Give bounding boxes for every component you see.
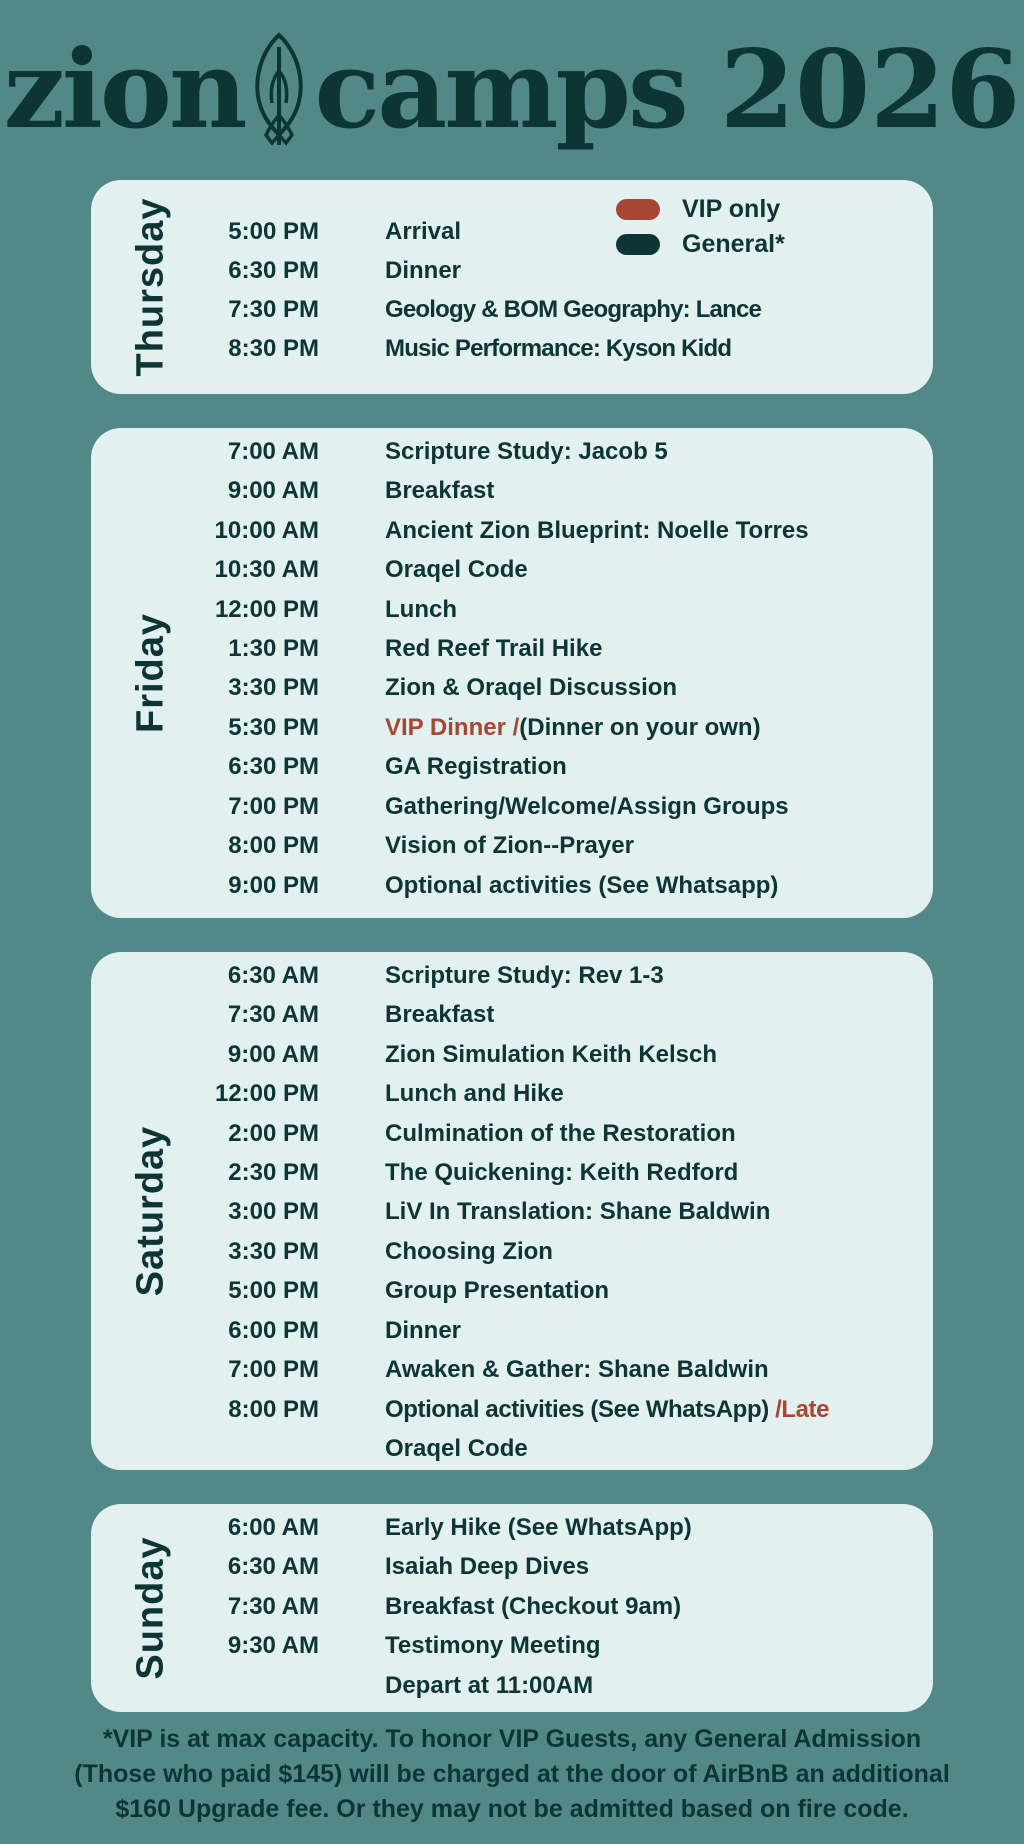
schedule-row: [91, 1587, 933, 1627]
event: Testimony Meeting: [385, 1632, 601, 1659]
header: [0, 20, 1024, 160]
time: 5:30 PM: [228, 714, 319, 741]
time: 5:00 PM: [228, 1277, 319, 1304]
time: 9:30 AM: [227, 1632, 319, 1659]
event: Lunch and Hike: [385, 1080, 564, 1107]
schedule-row: [91, 995, 933, 1035]
schedule-row: [91, 1508, 933, 1548]
event: Zion Simulation Keith Kelsch: [385, 1041, 718, 1068]
footer-line: *VIP is at max capacity. To honor VIP Guests, any General Admission: [102, 1725, 922, 1753]
schedule-row: [91, 866, 933, 906]
event: Optional activities (See Whatsapp): [385, 872, 779, 899]
time: 9:00 AM: [227, 477, 319, 504]
event: Gathering/Welcome/Assign Groups: [385, 793, 789, 820]
schedule-row: [91, 511, 933, 551]
time: 2:00 PM: [228, 1120, 319, 1147]
schedule-row: [91, 1035, 933, 1075]
schedule-row: [91, 668, 933, 708]
friday-card: [91, 428, 933, 918]
event: Ancient Zion Blueprint: Noelle Torres: [385, 517, 809, 544]
schedule-row: [91, 251, 933, 291]
leaf-icon: [248, 31, 310, 149]
thursday-card: [91, 180, 933, 394]
saturday-card: [91, 952, 933, 1470]
event: Red Reef Trail Hike: [385, 635, 603, 662]
event-vip-part: /Late: [775, 1396, 830, 1423]
time: 6:30 AM: [227, 1553, 319, 1580]
event: Dinner: [385, 257, 462, 284]
time: 6:30 PM: [228, 257, 319, 284]
time: 9:00 PM: [228, 872, 319, 899]
schedule-row: [91, 708, 933, 748]
time: 2:30 PM: [228, 1159, 319, 1186]
schedule-row: [91, 956, 933, 996]
time: 7:30 PM: [228, 296, 319, 323]
event: Breakfast (Checkout 9am): [385, 1593, 682, 1620]
sunday-card: [91, 1504, 933, 1712]
time: 9:00 AM: [227, 1041, 319, 1068]
schedule-row: [91, 1232, 933, 1272]
event: Choosing Zion: [385, 1238, 553, 1265]
event: Oraqel Code: [385, 556, 528, 583]
footer-line: $160 Upgrade fee. Or they may not be admitted based on fire code.: [115, 1795, 909, 1823]
legend-label-vip: VIP only: [682, 195, 781, 223]
schedule-row: [91, 1666, 933, 1706]
event: Depart at 11:00AM: [385, 1672, 594, 1699]
time: 6:00 AM: [227, 1514, 319, 1541]
footer-note: [20, 1722, 1004, 1827]
schedule-row: [91, 826, 933, 866]
time: 6:30 PM: [228, 753, 319, 780]
event-general-part: Optional activities (See WhatsApp): [385, 1396, 776, 1423]
event-vip-continuation: Oraqel Code: [385, 1435, 528, 1462]
schedule-row: [91, 1153, 933, 1193]
event: GA Registration: [385, 753, 567, 780]
schedule-row: [91, 432, 933, 472]
legend-label-general: General*: [682, 230, 785, 258]
time: 7:30 AM: [227, 1001, 319, 1028]
day-label-saturday: Saturday: [129, 1125, 172, 1297]
schedule-row: [91, 1390, 933, 1430]
time: 8:30 PM: [228, 335, 319, 362]
event: Zion & Oraqel Discussion: [385, 674, 678, 701]
event: Awaken & Gather: Shane Baldwin: [385, 1356, 769, 1383]
schedule-row: [91, 290, 933, 330]
event: Scripture Study: Jacob 5: [385, 438, 668, 465]
time: 3:30 PM: [228, 1238, 319, 1265]
time: 12:00 PM: [214, 596, 319, 623]
schedule-row: [91, 747, 933, 787]
time: 6:30 AM: [227, 962, 319, 989]
time: 7:00 PM: [228, 1356, 319, 1383]
schedule-row: [91, 1192, 933, 1232]
event: Arrival: [385, 218, 462, 245]
event: Lunch: [385, 596, 457, 623]
day-label-thursday: Thursday: [129, 197, 172, 377]
time: 10:00 AM: [214, 517, 319, 544]
schedule-row: [91, 212, 933, 252]
schedule-row: [91, 1547, 933, 1587]
event: Dinner: [385, 1317, 462, 1344]
time: 7:00 PM: [228, 793, 319, 820]
event: Scripture Study: Rev 1-3: [385, 962, 664, 989]
time: 12:00 PM: [214, 1080, 319, 1107]
schedule-row: [91, 1271, 933, 1311]
schedule-row: [91, 1311, 933, 1351]
event: Group Presentation: [385, 1277, 610, 1304]
schedule-row: [91, 629, 933, 669]
event: Early Hike (See WhatsApp): [385, 1514, 692, 1541]
event: Geology & BOM Geography: Lance: [385, 296, 762, 323]
time: 1:30 PM: [228, 635, 319, 662]
logo-word-camps: camps: [314, 27, 686, 153]
logo-year: 2026: [719, 27, 1021, 153]
time: 6:00 PM: [228, 1317, 319, 1344]
event: Breakfast: [385, 477, 495, 504]
logo-word-zion: zion: [3, 27, 245, 153]
schedule-row: [91, 1074, 933, 1114]
event: Vision of Zion--Prayer: [385, 832, 634, 859]
time: 7:30 AM: [227, 1593, 319, 1620]
time: 5:00 PM: [228, 218, 319, 245]
event: LiV In Translation: Shane Baldwin: [385, 1198, 771, 1225]
time: 3:00 PM: [228, 1198, 319, 1225]
time: 8:00 PM: [228, 832, 319, 859]
event-vip-part: VIP Dinner /: [385, 714, 520, 741]
time: 8:00 PM: [228, 1396, 319, 1423]
day-label-sunday: Sunday: [129, 1536, 172, 1680]
event: The Quickening: Keith Redford: [385, 1159, 739, 1186]
event: Breakfast: [385, 1001, 495, 1028]
schedule-row: [91, 1626, 933, 1666]
event-general-part: (Dinner on your own): [519, 714, 761, 741]
schedule-row: [91, 550, 933, 590]
schedule-row: [91, 1114, 933, 1154]
time: 7:00 AM: [227, 438, 319, 465]
schedule-row: [91, 329, 933, 369]
schedule-row: [91, 1350, 933, 1390]
event: Culmination of the Restoration: [385, 1120, 736, 1147]
time: 10:30 AM: [214, 556, 319, 583]
time: 3:30 PM: [228, 674, 319, 701]
schedule-row: [91, 471, 933, 511]
schedule-row-continuation: [91, 1429, 933, 1469]
event: Isaiah Deep Dives: [385, 1553, 590, 1580]
schedule-row: [91, 787, 933, 827]
day-label-friday: Friday: [129, 612, 172, 734]
footer-line: (Those who paid $145) will be charged at the door of AirBnB an additional: [74, 1760, 950, 1788]
schedule-row: [91, 590, 933, 630]
event: Music Performance: Kyson Kidd: [385, 335, 732, 362]
